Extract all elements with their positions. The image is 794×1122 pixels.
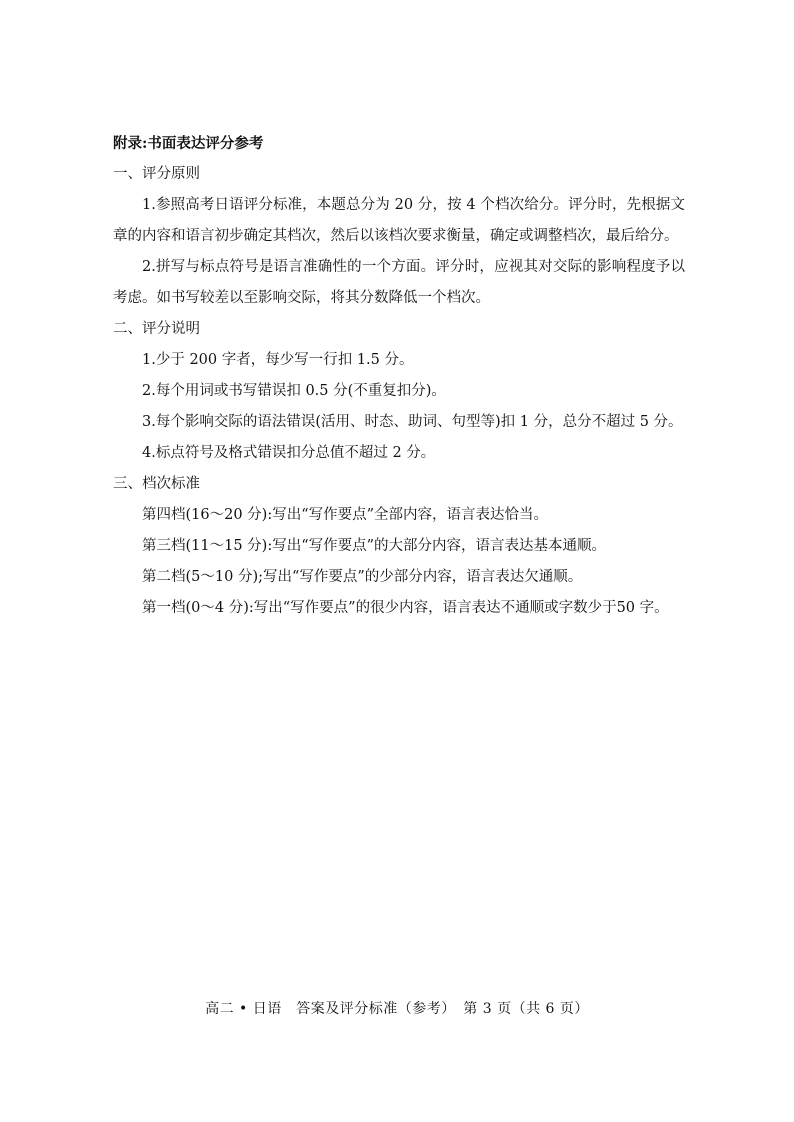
grade-item-3: 第三档(11～15 分):写出“写作要点”的大部分内容，语言表达基本通顺。 [142,538,607,554]
grade-item-2: 第二档(5～10 分);写出“写作要点”的少部分内容，语言表达欠通顺。 [142,569,583,585]
appendix-title: 附录:书面表达评分参考 [113,135,264,152]
section-heading-grades: 三、档次标准 [113,476,200,492]
section-heading-principles: 一、评分原则 [113,166,200,182]
page-footer: 高二 • 日语 答案及评分标准（参考） 第 3 页（共 6 页） [205,1001,589,1017]
document-body [113,128,685,624]
instruction-item-2: 2.每个用词或书写错误扣 0.5 分(不重复扣分)。 [142,383,446,399]
instruction-item-1: 1.少于 200 字者，每少写一行扣 1.5 分。 [142,352,414,368]
grade-item-4: 第四档(16～20 分):写出“写作要点”全部内容，语言表达恰当。 [142,507,549,523]
instruction-item-3: 3.每个影响交际的语法错误(活用、时态、助词、句型等)扣 1 分，总分不超过 5 分。 [142,414,683,430]
section-heading-instructions: 二、评分说明 [113,321,200,337]
instruction-item-4: 4.标点符号及格式错误扣分总值不超过 2 分。 [142,445,436,461]
principle-item-1: 1.参照高考日语评分标准，本题总分为 20 分，按 4 个档次给分。评分时，先根据文章的内容和语言初步确定其档次，然后以该档次要求衡量，确定或调整档次，最后给分。 [113,197,685,244]
grade-item-1: 第一档(0～4 分):写出“写作要点”的很少内容，语言表达不通顺或字数少于50 字。 [142,600,669,616]
principle-item-2: 2.拼写与标点符号是语言准确性的一个方面。评分时，应视其对交际的影响程度予以考虑。如书写较差以至影响交际，将其分数降低一个档次。 [113,259,685,306]
